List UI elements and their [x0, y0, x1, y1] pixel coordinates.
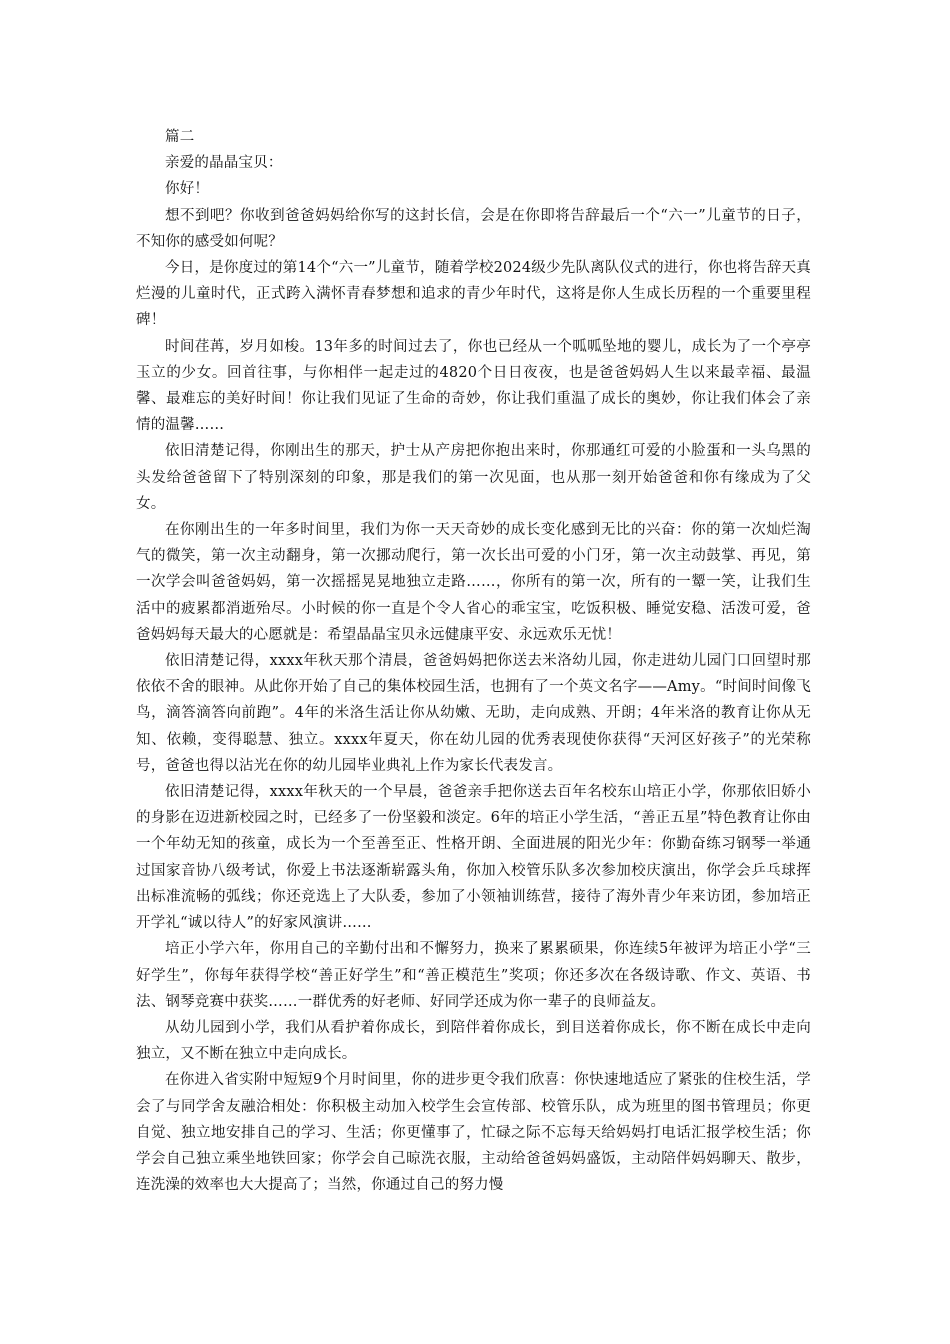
salutation: 亲爱的晶晶宝贝： — [165, 155, 283, 172]
paragraph: 想不到吧？你收到爸爸妈妈给你写的这封长信，会是在你即将告辞最后一个“六一”儿童节的日子，不知你的感受如何呢？ — [136, 207, 811, 250]
paragraph: 依旧清楚记得，xxxx年秋天那个清晨，爸爸妈妈把你送去米洛幼儿园，你走进幼儿园门口回望时那依依不舍的眼神。从此你开始了自己的集体校园生活，也拥有了一个英文名字——Amy。“时间时间像飞鸟，滴答滴答向前跑”。4年的米洛生活让你从幼嫩、无助，走向成熟、开朗；4年米洛的教育让你从无知、依赖，变得聪慧、独立。xxxx年夏天，你在幼儿园的优秀表现使你获得“天河区好孩子”的光荣称号，爸爸也得以沾光在你的幼儿园毕业典礼上作为家长代表发言。 — [136, 653, 811, 774]
section-heading: 篇二 — [165, 129, 195, 145]
paragraph: 今日，是你度过的第14个“六一”儿童节，随着学校2024级少先队离队仪式的进行，你也将告辞天真烂漫的儿童时代，正式跨入满怀青春梦想和追求的青少年时代，这将是你人生成长历程的一个重要里程碑！ — [136, 260, 811, 329]
paragraph: 在你刚出生的一年多时间里，我们为你一天天奇妙的成长变化感到无比的兴奋：你的第一次灿烂淘气的微笑，第一次主动翻身，第一次挪动爬行，第一次长出可爱的小门牙，第一次主动鼓掌、再见，第一次学会叫爸爸妈妈，第一次摇摇晃晃地独立走路……，你所有的第一次，所有的一颦一笑，让我们生活中的疲累都消逝殆尽。小时候的你一直是个令人省心的乖宝宝，吃饭积极、睡觉安稳、活泼可爱，爸爸妈妈每天最大的心愿就是：希望晶晶宝贝永远健康平安、永远欢乐无忧！ — [136, 522, 811, 643]
paragraph: 从幼儿园到小学，我们从看护着你成长，到陪伴着你成长，到目送着你成长，你不断在成长中走向独立，又不断在独立中走向成长。 — [136, 1019, 811, 1063]
letter-body — [136, 124, 811, 1198]
paragraph: 时间荏苒，岁月如梭。13年多的时间过去了，你也已经从一个呱呱坠地的婴儿，成长为了一个亭亭玉立的少女。回首往事，与你相伴一起走过的4820个日日夜夜，也是爸爸妈妈人生以来最幸福、最温馨、最难忘的美好时间！你让我们见证了生命的奇妙，你让我们重温了成长的奥妙，你让我们体会了亲情的温馨…… — [136, 338, 811, 434]
greeting: 你好！ — [165, 181, 210, 198]
paragraph: 依旧清楚记得，你刚出生的那天，护士从产房把你抱出来时，你那通红可爱的小脸蛋和一头乌黑的头发给爸爸留下了特别深刻的印象，那是我们的第一次见面，也从那一刻开始爸爸和你有缘成为了父女。 — [136, 443, 811, 512]
paragraph: 在你进入省实附中短短9个月时间里，你的进步更令我们欣喜：你快速地适应了紧张的住校生活，学会了与同学舍友融洽相处：你积极主动加入校学生会宣传部、校管乐队，成为班里的图书管理员；你更自觉、独立地安排自己的学习、生活；你更懂事了，忙碌之际不忘每天给妈妈打电话汇报学校生活；你学会自己独立乘坐地铁回家；你学会自己晾洗衣服，主动给爸爸妈妈盛饭，主动陪伴妈妈聊天、散步，连洗澡的效率也大大提高了；当然，你通过自己的努力慢 — [136, 1072, 811, 1194]
paragraph: 培正小学六年，你用自己的辛勤付出和不懈努力，换来了累累硕果，你连续5年被评为培正小学“三好学生”，你每年获得学校“善正好学生”和“善正模范生”奖项；你还多次在各级诗歌、作文、英语、书法、钢琴竞赛中获奖……一群优秀的好老师、好同学还成为你一辈子的良师益友。 — [136, 941, 811, 1010]
paragraph: 依旧清楚记得，xxxx年秋天的一个早晨，爸爸亲手把你送去百年名校东山培正小学，你那依旧娇小的身影在迈进新校园之时，已经多了一份坚毅和淡定。6年的培正小学生活，“善正五星”特色教育让你由一个年幼无知的孩童，成长为一个至善至正、性格开朗、全面进展的阳光少年：你勤奋练习钢琴一举通过国家音协八级考试，你爱上书法逐渐崭露头角，你加入校管乐队多次参加校庆演出，你学会乒乓球挥出标准流畅的弧线；你还竞选上了大队委，参加了小领袖训练营，接待了海外青少年来访团，参加培正开学礼“诚以待人”的好家风演讲…… — [136, 784, 811, 932]
